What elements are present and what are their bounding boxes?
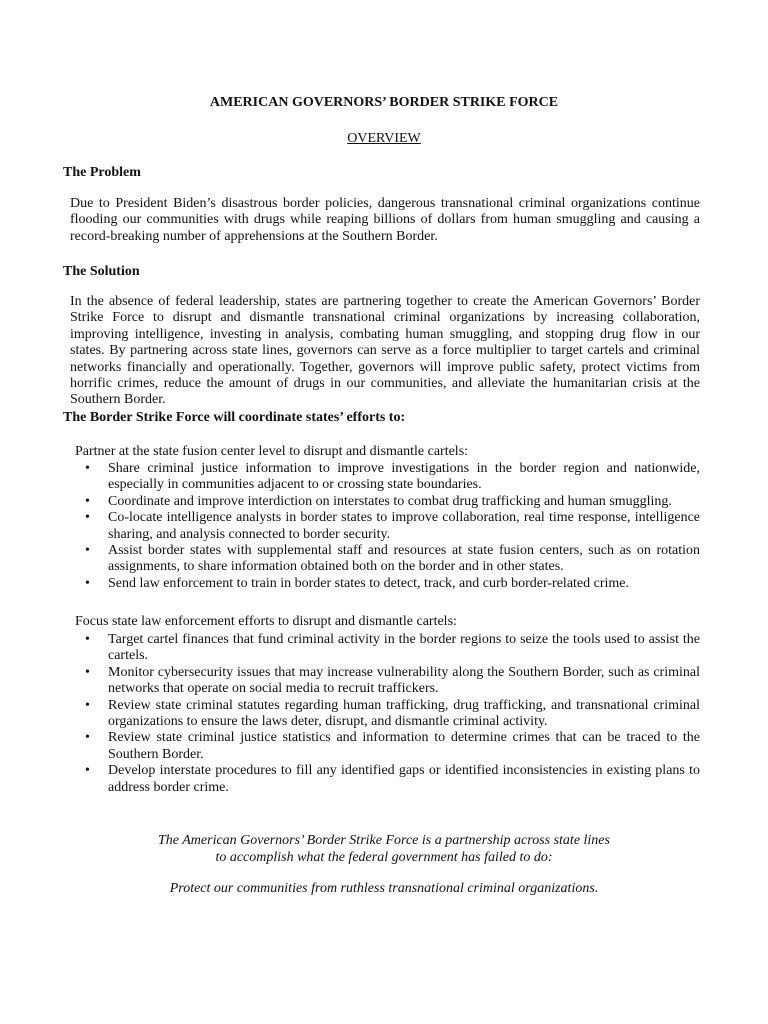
bullet-icon: • — [85, 730, 90, 746]
list-item — [85, 461, 700, 494]
bullet-icon: • — [85, 575, 90, 591]
list-item-text: Coordinate and improve interdiction on interstates to combat drug trafficking and human smuggling. — [108, 493, 672, 509]
list-item — [85, 730, 700, 763]
list-item — [85, 543, 700, 576]
problem-paragraph: Due to President Biden’s disastrous border policies, dangerous transnational criminal organizations continue flooding our communities with drugs while reaping billions of dollars from human smuggling and causing a record-breaking number of apprehensions at the Southern Border. — [70, 196, 700, 244]
bullet-icon: • — [85, 510, 90, 526]
bullet-icon: • — [85, 697, 90, 713]
list-item-text: Develop interstate procedures to fill any identified gaps or identified inconsistencies in existing plans to address border crime. — [108, 763, 700, 795]
bullet-icon: • — [85, 664, 90, 680]
bullet-icon: • — [85, 461, 90, 476]
list-item-text: Share criminal justice information to improve investigations in the border region and nationwide, especially in communities adjacent to or crossing state boundaries. — [108, 461, 700, 493]
list-item — [85, 494, 700, 510]
list-item-text: Target cartel finances that fund criminal activity in the border regions to seize the tools used to assist the cartels. — [108, 632, 700, 664]
list-item-text: Co-locate intelligence analysts in border states to improve collaboration, real time response, intelligence sharing, and analysis connected to border security. — [108, 510, 700, 542]
document-subtitle: OVERVIEW — [347, 131, 421, 146]
list-item-text: Send law enforcement to train in border states to detect, track, and curb border-related crime. — [108, 575, 630, 591]
document-title: AMERICAN GOVERNORS’ BORDER STRIKE FORCE — [209, 95, 559, 110]
bullet-icon: • — [85, 543, 90, 559]
solution-heading: The Solution — [63, 264, 140, 279]
bullet-icon: • — [85, 763, 90, 779]
list-item — [85, 632, 700, 665]
list-item — [85, 510, 700, 543]
group-2-intro: Focus state law enforcement efforts to disrupt and dismantle cartels: — [75, 614, 457, 629]
list-item — [85, 698, 700, 731]
solution-paragraph: In the absence of federal leadership, states are partnering together to create the American Governors’ Border Strike Force to disrupt and dismantle transnational criminal organizations by increasing collaboration, improving intelligence, investing in analysis, combating human smuggling, and stopping drug flow in our states. By partnering across state lines, governors can serve as a force multiplier to target cartels and criminal networks financially and operationally. Together, governors will improve public safety, protect victims from horrific crimes, reduce the amount of drugs in our communities, and alleviate the humanitarian crisis at the Southern Border. — [70, 294, 700, 408]
group-1-list — [85, 461, 700, 592]
closing-line-1: The American Governors’ Border Strike Force is a partnership across state lines — [158, 833, 610, 848]
list-item-text: Review state criminal justice statistics and information to determine crimes that can be traced to the Southern Border. — [108, 730, 700, 762]
group-2-list — [85, 632, 700, 796]
bullet-icon: • — [85, 632, 90, 647]
problem-heading: The Problem — [63, 165, 141, 180]
list-item — [85, 763, 700, 796]
list-item — [85, 665, 700, 698]
list-item-text: Monitor cybersecurity issues that may increase vulnerability along the Southern Border, such as criminal networks that operate on social media to recruit traffickers. — [108, 664, 700, 697]
list-item-text: Assist border states with supplemental staff and resources at state fusion centers, such as on rotation assignments, to share information obtained both on the border and in other states. — [108, 543, 700, 575]
coordinate-heading: The Border Strike Force will coordinate states’ efforts to: — [63, 410, 406, 425]
bullet-icon: • — [85, 493, 90, 509]
group-1-intro: Partner at the state fusion center level to disrupt and dismantle cartels: — [75, 444, 469, 459]
list-item-text: Review state criminal statutes regarding human trafficking, drug trafficking, and transnational criminal organizations to ensure the laws deter, disrupt, and dismantle criminal activity. — [108, 697, 700, 730]
list-item — [85, 576, 700, 592]
closing-line-3: Protect our communities from ruthless transnational criminal organizations. — [169, 881, 599, 896]
closing-line-2: to accomplish what the federal government has failed to do: — [215, 850, 553, 865]
